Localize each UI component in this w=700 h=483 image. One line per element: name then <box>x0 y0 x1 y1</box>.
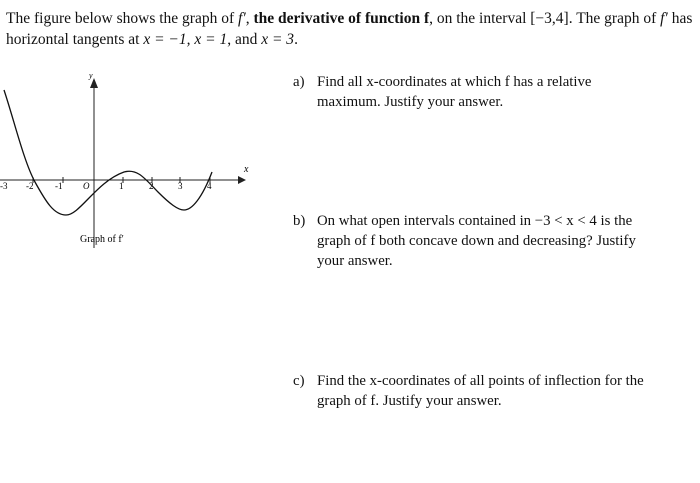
derivative-graph <box>0 70 260 250</box>
question-line: graph of f. Justify your answer. <box>317 393 502 409</box>
question-line: Find the x-coordinates of all points of inflection for the <box>317 373 644 389</box>
question-a <box>293 72 683 110</box>
tick-label: -1 <box>55 181 63 191</box>
y-axis-label: y <box>89 71 93 80</box>
question-line: graph of f both concave down and decreasing? Justify <box>317 233 636 249</box>
fprime-symbol-2: f′ <box>660 10 668 27</box>
question-letter: b) <box>293 213 306 229</box>
intro-text-1: The figure below shows the graph of <box>6 10 239 27</box>
intro-text-3: , on the interval <box>429 10 531 27</box>
intro-text-4: . The graph of <box>568 10 661 27</box>
question-line: maximum. Justify your answer. <box>317 94 504 110</box>
tick-label: 3 <box>178 181 183 191</box>
intro-text-2: , <box>245 10 254 27</box>
origin-label: O <box>83 181 90 191</box>
fprime-symbol: f′ <box>238 10 246 27</box>
x-axis-arrow <box>238 176 246 184</box>
derivative-phrase: the derivative of function f <box>253 10 430 27</box>
tangent-point-3: x = 3 <box>261 31 295 48</box>
interval: [−3,4] <box>530 10 569 27</box>
tick-label: 1 <box>119 181 124 191</box>
question-b <box>293 211 683 269</box>
intro-text-5: has horizontal tangents at <box>6 10 693 48</box>
tick-label: 4 <box>207 181 212 191</box>
problem-statement <box>6 8 694 50</box>
fprime-curve <box>4 90 212 215</box>
graph-caption: Graph of f′ <box>80 234 124 245</box>
question-line: On what open intervals contained in −3 < x < 4 is the <box>317 213 633 229</box>
intro-text-7: . <box>294 31 298 48</box>
tick-label: -2 <box>26 181 34 191</box>
tangent-points: x = −1, x = 1 <box>143 31 228 48</box>
tick-label: 2 <box>149 181 154 191</box>
tick-label: -3 <box>0 181 8 191</box>
question-letter: c) <box>293 373 305 389</box>
question-line: Find all x-coordinates at which f has a relative <box>317 74 592 90</box>
question-letter: a) <box>293 74 305 90</box>
x-axis-label: x <box>244 164 249 175</box>
question-line: your answer. <box>317 253 393 269</box>
intro-text-6: , and <box>227 31 262 48</box>
question-c <box>293 371 683 409</box>
